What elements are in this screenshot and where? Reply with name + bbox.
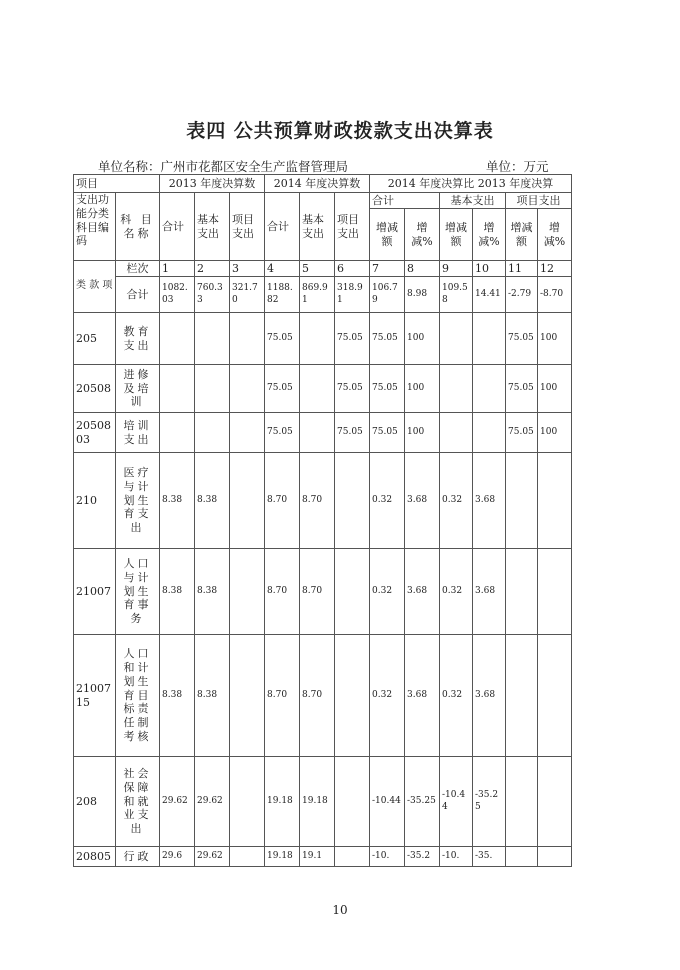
row-value: -35.25 <box>473 757 506 847</box>
row-name: 进修及培训 <box>116 365 160 413</box>
row-value <box>230 413 265 453</box>
row-value <box>230 365 265 413</box>
row-value: 3.68 <box>405 635 440 757</box>
row-value: -35.25 <box>405 757 440 847</box>
header-project: 项目 <box>74 175 160 193</box>
column-number: 11 <box>506 261 538 277</box>
row-value <box>538 635 572 757</box>
row-value <box>160 313 195 365</box>
row-value <box>538 549 572 635</box>
row-value: 8.38 <box>160 549 195 635</box>
row-value: 75.05 <box>265 365 300 413</box>
row-value: 0.32 <box>440 453 473 549</box>
row-value <box>160 413 195 453</box>
header-change-amount: 增减额 <box>506 209 538 261</box>
page-title: 表四 公共预算财政拨款支出决算表 <box>186 120 494 142</box>
table-row <box>74 757 572 847</box>
header-lei-kuan-xiang <box>74 261 116 313</box>
row-value: 8.38 <box>160 635 195 757</box>
row-value <box>230 549 265 635</box>
total-cell: 8.98 <box>405 277 440 313</box>
row-value: 75.05 <box>370 313 405 365</box>
row-value: -35.2 <box>405 847 440 867</box>
header-compare-total: 合计 <box>370 193 440 209</box>
column-number: 12 <box>538 261 572 277</box>
row-value: 100 <box>405 413 440 453</box>
header-change-pct: 增减% <box>473 209 506 261</box>
row-value <box>538 757 572 847</box>
row-value <box>506 549 538 635</box>
row-value: 75.05 <box>506 413 538 453</box>
row-value <box>473 413 506 453</box>
row-value <box>335 549 370 635</box>
column-number: 4 <box>265 261 300 277</box>
row-value: 8.70 <box>265 453 300 549</box>
column-number: 8 <box>405 261 440 277</box>
row-value: 75.05 <box>335 313 370 365</box>
row-value: 0.32 <box>440 635 473 757</box>
row-value: -10.44 <box>370 757 405 847</box>
row-value: 100 <box>538 413 572 453</box>
header-2014-project: 项目支出 <box>335 193 370 261</box>
row-value: 8.70 <box>300 549 335 635</box>
table-row <box>74 413 572 453</box>
header-2013-project: 项目支出 <box>230 193 265 261</box>
row-value: 8.70 <box>265 549 300 635</box>
row-value <box>230 453 265 549</box>
row-value: 75.05 <box>370 365 405 413</box>
total-cell: 869.91 <box>300 277 335 313</box>
column-number: 1 <box>160 261 195 277</box>
row-name: 人口与计划生育事务 <box>116 549 160 635</box>
row-value: -10. <box>440 847 473 867</box>
header-2013-basic: 基本支出 <box>195 193 230 261</box>
row-value <box>440 365 473 413</box>
row-value: 75.05 <box>335 413 370 453</box>
header-change-pct: 增减% <box>405 209 440 261</box>
header-name-label: 科 目 名称 <box>116 193 160 261</box>
row-code: 208 <box>74 757 116 847</box>
row-name: 培训支出 <box>116 413 160 453</box>
row-value <box>440 313 473 365</box>
header-2014-basic: 基本支出 <box>300 193 335 261</box>
row-value <box>335 635 370 757</box>
row-value: 29.62 <box>160 757 195 847</box>
column-number: 6 <box>335 261 370 277</box>
header-change-pct: 增减% <box>538 209 572 261</box>
row-value: 8.38 <box>195 635 230 757</box>
header-2014: 2014 年度决算数 <box>265 175 370 193</box>
header-row-1 <box>74 175 572 193</box>
row-value <box>195 313 230 365</box>
row-value: 8.38 <box>195 453 230 549</box>
row-value <box>230 313 265 365</box>
row-value: 29.62 <box>195 757 230 847</box>
row-value: 3.68 <box>405 549 440 635</box>
row-value: 100 <box>405 313 440 365</box>
total-cell: 106.79 <box>370 277 405 313</box>
row-code: 21007 <box>74 549 116 635</box>
unit-name: 单位名称：广州市花都区安全生产监督管理局 <box>98 159 349 174</box>
row-name: 教育支出 <box>116 313 160 365</box>
row-value <box>473 365 506 413</box>
column-number: 10 <box>473 261 506 277</box>
total-cell: -2.79 <box>506 277 538 313</box>
row-value <box>335 847 370 867</box>
row-value: 3.68 <box>473 635 506 757</box>
row-value: -10.44 <box>440 757 473 847</box>
row-value <box>506 453 538 549</box>
column-number-row <box>74 261 572 277</box>
row-value <box>473 313 506 365</box>
row-value: 75.05 <box>506 313 538 365</box>
row-value: 19.18 <box>265 757 300 847</box>
total-cell: 14.41 <box>473 277 506 313</box>
row-value: 75.05 <box>265 313 300 365</box>
row-code: 20805 <box>74 847 116 867</box>
column-number: 2 <box>195 261 230 277</box>
total-cell: 1082.03 <box>160 277 195 313</box>
header-2013-total: 合计 <box>160 193 195 261</box>
table-row <box>74 635 572 757</box>
row-code: 210 <box>74 453 116 549</box>
header-row-2 <box>74 193 572 209</box>
unit-label: 单位：万元 <box>486 159 549 174</box>
header-compare-project: 项目支出 <box>506 193 572 209</box>
budget-table <box>73 174 572 867</box>
row-value: -10. <box>370 847 405 867</box>
total-cell: -8.70 <box>538 277 572 313</box>
row-value: 100 <box>405 365 440 413</box>
header-row-index-label: 栏次 <box>116 261 160 277</box>
row-value: 3.68 <box>405 453 440 549</box>
page-number: 10 <box>332 903 348 917</box>
total-cell: 109.58 <box>440 277 473 313</box>
row-value <box>160 365 195 413</box>
header-2013: 2013 年度决算数 <box>160 175 265 193</box>
table-row <box>74 549 572 635</box>
row-value: 75.05 <box>335 365 370 413</box>
row-value <box>230 635 265 757</box>
row-name: 社会保障和就业支出 <box>116 757 160 847</box>
row-value: 0.32 <box>370 453 405 549</box>
row-value <box>300 313 335 365</box>
row-value: 8.38 <box>195 549 230 635</box>
row-value <box>300 365 335 413</box>
column-number: 5 <box>300 261 335 277</box>
row-value: 100 <box>538 365 572 413</box>
total-cell: 760.33 <box>195 277 230 313</box>
table-row <box>74 453 572 549</box>
row-value <box>538 453 572 549</box>
header-lei: 类 <box>76 280 86 292</box>
row-value <box>335 757 370 847</box>
total-cell: 318.91 <box>335 277 370 313</box>
row-name: 行政 <box>116 847 160 867</box>
row-value: 19.18 <box>265 847 300 867</box>
total-row <box>74 277 572 313</box>
header-kuan: 款 <box>89 280 100 292</box>
table-row <box>74 847 572 867</box>
row-value <box>230 847 265 867</box>
row-value: 8.70 <box>300 453 335 549</box>
row-value <box>195 413 230 453</box>
row-value: 19.1 <box>300 847 335 867</box>
header-compare-basic: 基本支出 <box>440 193 506 209</box>
row-value <box>195 365 230 413</box>
row-value: 29.62 <box>195 847 230 867</box>
header-2014-total: 合计 <box>265 193 300 261</box>
total-cell: 321.70 <box>230 277 265 313</box>
row-value: 0.32 <box>370 635 405 757</box>
row-value: 29.6 <box>160 847 195 867</box>
row-code: 2050803 <box>74 413 116 453</box>
row-code: 20508 <box>74 365 116 413</box>
row-value: 100 <box>538 313 572 365</box>
row-value <box>506 757 538 847</box>
table-row <box>74 313 572 365</box>
total-row-label: 合计 <box>116 277 160 313</box>
header-compare: 2014 年度决算比 2013 年度决算 <box>370 175 572 193</box>
column-number: 3 <box>230 261 265 277</box>
row-value: 3.68 <box>473 549 506 635</box>
row-value <box>300 413 335 453</box>
total-cell: 1188.82 <box>265 277 300 313</box>
column-number: 9 <box>440 261 473 277</box>
row-value <box>335 453 370 549</box>
row-value <box>506 847 538 867</box>
row-value: -35. <box>473 847 506 867</box>
row-value: 75.05 <box>265 413 300 453</box>
header-change-amount: 增减额 <box>370 209 405 261</box>
row-value: 8.38 <box>160 453 195 549</box>
table-row <box>74 365 572 413</box>
row-value <box>538 847 572 867</box>
row-value: 75.05 <box>506 365 538 413</box>
row-value: 8.70 <box>300 635 335 757</box>
row-value <box>230 757 265 847</box>
row-value <box>440 413 473 453</box>
row-value: 75.05 <box>370 413 405 453</box>
row-value: 8.70 <box>265 635 300 757</box>
row-name: 医疗与计划生育支出 <box>116 453 160 549</box>
row-value: 0.32 <box>370 549 405 635</box>
column-number: 7 <box>370 261 405 277</box>
row-value <box>506 635 538 757</box>
row-value: 0.32 <box>440 549 473 635</box>
row-name: 人口和计划生育目标责任制考核 <box>116 635 160 757</box>
header-change-amount: 增减额 <box>440 209 473 261</box>
row-value: 19.18 <box>300 757 335 847</box>
header-code-label: 支出功能分类科目编码 <box>74 193 116 261</box>
row-code: 2100715 <box>74 635 116 757</box>
row-code: 205 <box>74 313 116 365</box>
header-xiang: 项 <box>102 280 113 292</box>
row-value: 3.68 <box>473 453 506 549</box>
